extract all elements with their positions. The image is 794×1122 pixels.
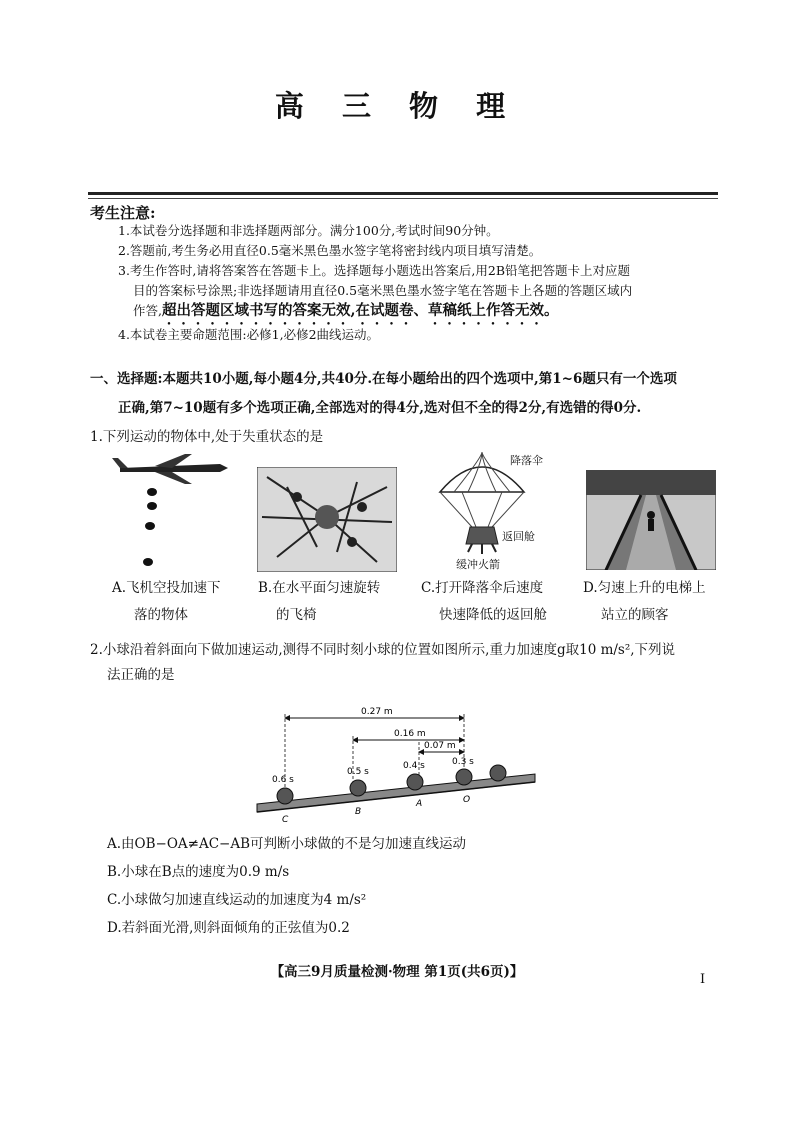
ball-a <box>407 774 423 790</box>
parachute-icon <box>440 467 524 492</box>
notice-heading: 考生注意: <box>90 204 156 222</box>
time-04: 0.4 s <box>403 761 425 771</box>
corner-mark: I <box>700 972 706 987</box>
time-05: 0.5 s <box>347 767 369 777</box>
point-c: C <box>282 815 289 822</box>
q2-option-b[interactable]: B.小球在B点的速度为0.9 m/s <box>107 864 290 880</box>
label-027: 0.27 m <box>361 707 393 717</box>
q2-stem-line2: 法正确的是 <box>107 667 175 683</box>
notice-item-3: 3.考生作答时,请将答案答在答题卡上。选择题每小题选出答案后,用2B铅笔把答题卡上对应题 <box>118 263 631 278</box>
ball-c <box>277 788 293 804</box>
cargo-drop-4 <box>143 558 153 566</box>
ball-start <box>490 765 506 781</box>
notice-emphasis: 超出答题区域书写的答案无效,在试题卷、草稿纸上作答无效。 <box>161 302 559 319</box>
q1-image-c <box>432 452 572 574</box>
label-rocket: 缓冲火箭 <box>456 558 500 571</box>
notice-item-2: 2.答题前,考生务必用直径0.5毫米黑色墨水签字笔将密封线内项目填写清楚。 <box>118 243 542 258</box>
q1-option-a[interactable] <box>112 575 242 629</box>
ball-o <box>456 769 472 785</box>
q2-stem-line1: 2.小球沿着斜面向下做加速运动,测得不同时刻小球的位置如图所示,重力加速度g取10 m/s²,下列说 <box>90 642 676 658</box>
q1-image-a <box>100 454 235 569</box>
section1-line1: 一、选择题:本题共10小题,每小题4分,共40分.在每小题给出的四个选项中,第1~6题只有一个选项 <box>90 371 677 387</box>
time-03: 0.3 s <box>452 757 474 767</box>
q1-option-c-line2: 快速降低的返回舱 <box>439 607 547 623</box>
notice-item-3-prefix: 作答, <box>133 303 162 318</box>
time-06: 0.6 s <box>272 775 294 785</box>
notice-item-3-cont: 目的答案标号涂黑;非选择题请用直径0.5毫米黑色墨水签字笔在答题卡上各题的答题区域内 <box>133 283 633 298</box>
q1-option-c-line1: C.打开降落伞后速度 <box>421 580 544 596</box>
q2-option-d[interactable]: D.若斜面光滑,则斜面倾角的正弦值为0.2 <box>107 920 350 936</box>
header-rule-thin <box>88 198 718 199</box>
q1-option-b[interactable] <box>258 575 403 629</box>
q1-image-b <box>257 467 397 572</box>
notice-item-3-end <box>133 301 559 328</box>
label-016: 0.16 m <box>394 729 426 739</box>
q1-option-a-line1: A.飞机空投加速下 <box>112 580 221 596</box>
section1-line2: 正确,第7~10题有多个选项正确,全部选对的得4分,选对但不全的得2分,有选错的得0分. <box>118 400 642 416</box>
label-capsule: 返回舱 <box>502 530 535 543</box>
q1-option-b-line1: B.在水平面匀速旋转 <box>258 580 381 596</box>
cargo-drop-1 <box>147 488 157 496</box>
point-o: O <box>463 795 471 805</box>
q1-option-d-line2: 站立的顾客 <box>601 607 669 623</box>
exam-title: 高 三 物 理 <box>274 89 520 123</box>
q1-option-d[interactable] <box>583 575 733 629</box>
capsule-icon <box>466 527 498 544</box>
label-parachute: 降落伞 <box>510 454 543 467</box>
ball-b <box>350 780 366 796</box>
page-footer: 【高三9月质量检测·物理 第1页(共6页)】 <box>270 964 524 980</box>
point-b: B <box>355 807 362 817</box>
q1-option-b-line2: 的飞椅 <box>276 607 317 623</box>
q2-option-c[interactable]: C.小球做匀加速直线运动的加速度为4 m/s² <box>107 892 367 908</box>
q1-image-d <box>586 470 716 570</box>
notice-item-4: 4.本试卷主要命题范围:必修1,必修2曲线运动。 <box>118 327 380 342</box>
cargo-drop-3 <box>145 522 155 530</box>
point-a: A <box>416 799 423 809</box>
q2-figure <box>255 702 540 822</box>
q1-option-d-line1: D.匀速上升的电梯上 <box>583 580 706 596</box>
notice-item-1: 1.本试卷分选择题和非选择题两部分。满分100分,考试时间90分钟。 <box>118 223 499 238</box>
header-rule <box>88 192 718 195</box>
airplane-icon <box>112 454 228 484</box>
label-007: 0.07 m <box>424 741 456 751</box>
cargo-drop-2 <box>147 502 157 510</box>
q1-option-a-line2: 落的物体 <box>134 607 188 623</box>
q1-stem: 1.下列运动的物体中,处于失重状态的是 <box>90 429 324 445</box>
q1-option-c[interactable] <box>421 575 571 629</box>
q2-option-a[interactable]: A.由OB−OA≠AC−AB可判断小球做的不是匀加速直线运动 <box>107 836 467 852</box>
